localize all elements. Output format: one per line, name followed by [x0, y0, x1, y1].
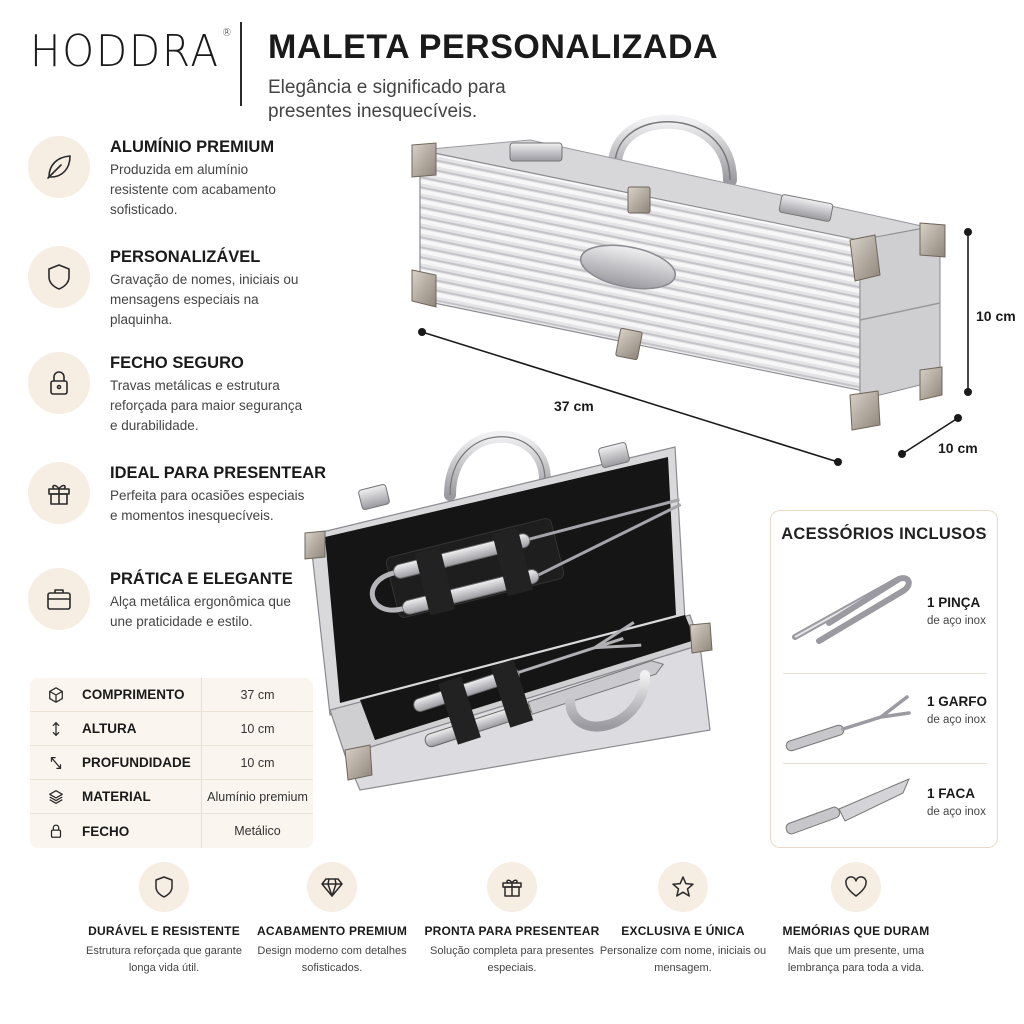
feature-aluminio	[28, 136, 318, 226]
feature-fecho	[28, 352, 318, 442]
benefit-desc: Mais que um presente, uma lembrança para toda a vida.	[787, 945, 925, 974]
heart-icon	[831, 862, 881, 912]
shield-icon	[139, 862, 189, 912]
feature-title: ALUMÍNIO PREMIUM	[110, 138, 275, 156]
briefcase-icon	[28, 568, 90, 630]
height-arrow-icon	[30, 720, 82, 738]
benefit-memorias	[766, 862, 946, 977]
accessories-title: ACESSÓRIOS INCLUSOS	[781, 525, 987, 543]
logo-text: HODDRA	[30, 26, 220, 77]
spec-label: FECHO	[82, 814, 202, 848]
diamond-icon	[307, 862, 357, 912]
divider	[783, 763, 987, 764]
leaf-icon	[28, 136, 90, 198]
spec-label: COMPRIMENTO	[82, 678, 202, 711]
star-icon	[658, 862, 708, 912]
gift-icon	[487, 862, 537, 912]
feature-title: FECHO SEGURO	[110, 354, 244, 372]
dimension-height: 10 cm	[976, 308, 1016, 324]
feature-desc: Alça metálica ergonômica que une praticidade e estilo.	[110, 594, 291, 629]
spec-label: ALTURA	[82, 712, 202, 745]
spec-value: 10 cm	[240, 721, 275, 736]
feature-desc: Gravação de nomes, iniciais ou mensagens especiais na plaquinha.	[110, 272, 299, 327]
spec-row	[30, 712, 313, 746]
feature-title: IDEAL PARA PRESENTEAR	[110, 464, 327, 482]
fork-icon	[781, 683, 917, 753]
depth-arrow-icon	[30, 754, 82, 772]
benefit-title: DURÁVEL E RESISTENTE	[88, 924, 240, 938]
accessory-material: de aço inox	[927, 615, 986, 627]
feature-title: PRÁTICA E ELEGANTE	[110, 570, 293, 588]
feature-title: PERSONALIZÁVEL	[110, 248, 261, 266]
spec-value: Alumínio premium	[207, 789, 308, 804]
accessory-material: de aço inox	[927, 714, 986, 726]
page-title: MALETA PERSONALIZADA	[268, 28, 719, 66]
benefit-desc: Estrutura reforçada que garante longa vida útil.	[86, 945, 242, 974]
cube-icon	[30, 686, 82, 704]
accessory-name: 1 FACA	[927, 786, 976, 801]
feature-personalizavel	[28, 246, 318, 336]
accessory-name: 1 GARFO	[927, 694, 988, 709]
feature-pratica	[28, 568, 318, 658]
spec-row	[30, 746, 313, 780]
benefit-desc: Personalize com nome, iniciais ou mensagem.	[599, 945, 767, 974]
registered-mark: ®	[221, 26, 234, 39]
accessory-name: 1 PINÇA	[927, 595, 981, 610]
spec-value: 10 cm	[240, 755, 275, 770]
shield-icon	[28, 246, 90, 308]
benefit-title: EXCLUSIVA E ÚNICA	[621, 924, 745, 938]
lock-icon	[30, 822, 82, 840]
spec-row	[30, 780, 313, 814]
accessories-panel	[770, 510, 998, 848]
accessory-material: de aço inox	[927, 806, 986, 818]
benefit-title: ACABAMENTO PREMIUM	[256, 924, 408, 938]
spec-label: MATERIAL	[82, 780, 202, 813]
feature-presentear	[28, 462, 327, 552]
knife-icon	[781, 771, 917, 841]
lock-icon	[28, 352, 90, 414]
benefit-title: PRONTA PARA PRESENTEAR	[424, 924, 600, 938]
open-case-image	[300, 425, 770, 795]
benefit-acabamento	[242, 862, 422, 977]
page-subtitle: Elegância e significado para presentes inesquecíveis.	[268, 77, 506, 122]
benefit-desc: Design moderno com detalhes sofisticados.	[257, 945, 407, 974]
divider	[783, 673, 987, 674]
benefit-duravel	[74, 862, 254, 977]
tongs-icon	[789, 567, 917, 647]
feature-desc: Perfeita para ocasiões especiais e momentos inesquecíveis.	[110, 488, 305, 523]
dimension-width: 37 cm	[554, 398, 594, 414]
header-divider	[240, 22, 242, 106]
spec-row	[30, 678, 313, 712]
specs-table	[30, 678, 313, 848]
benefit-exclusiva	[593, 862, 773, 977]
benefit-desc: Solução completa para presentes especiais.	[430, 945, 594, 974]
layers-icon	[30, 788, 82, 806]
spec-value: 37 cm	[240, 687, 275, 702]
spec-value: Metálico	[234, 824, 281, 838]
feature-desc: Travas metálicas e estrutura reforçada para maior segurança e durabilidade.	[110, 378, 303, 433]
feature-desc: Produzida em alumínio resistente com acabamento sofisticado.	[110, 162, 276, 217]
gift-icon	[28, 462, 90, 524]
spec-label: PROFUNDIDADE	[82, 746, 202, 779]
benefit-presentear	[422, 862, 602, 977]
benefit-title: MEMÓRIAS QUE DURAM	[782, 924, 930, 938]
spec-row	[30, 814, 313, 848]
brand-logo	[30, 26, 234, 77]
dimension-depth: 10 cm	[938, 440, 978, 456]
